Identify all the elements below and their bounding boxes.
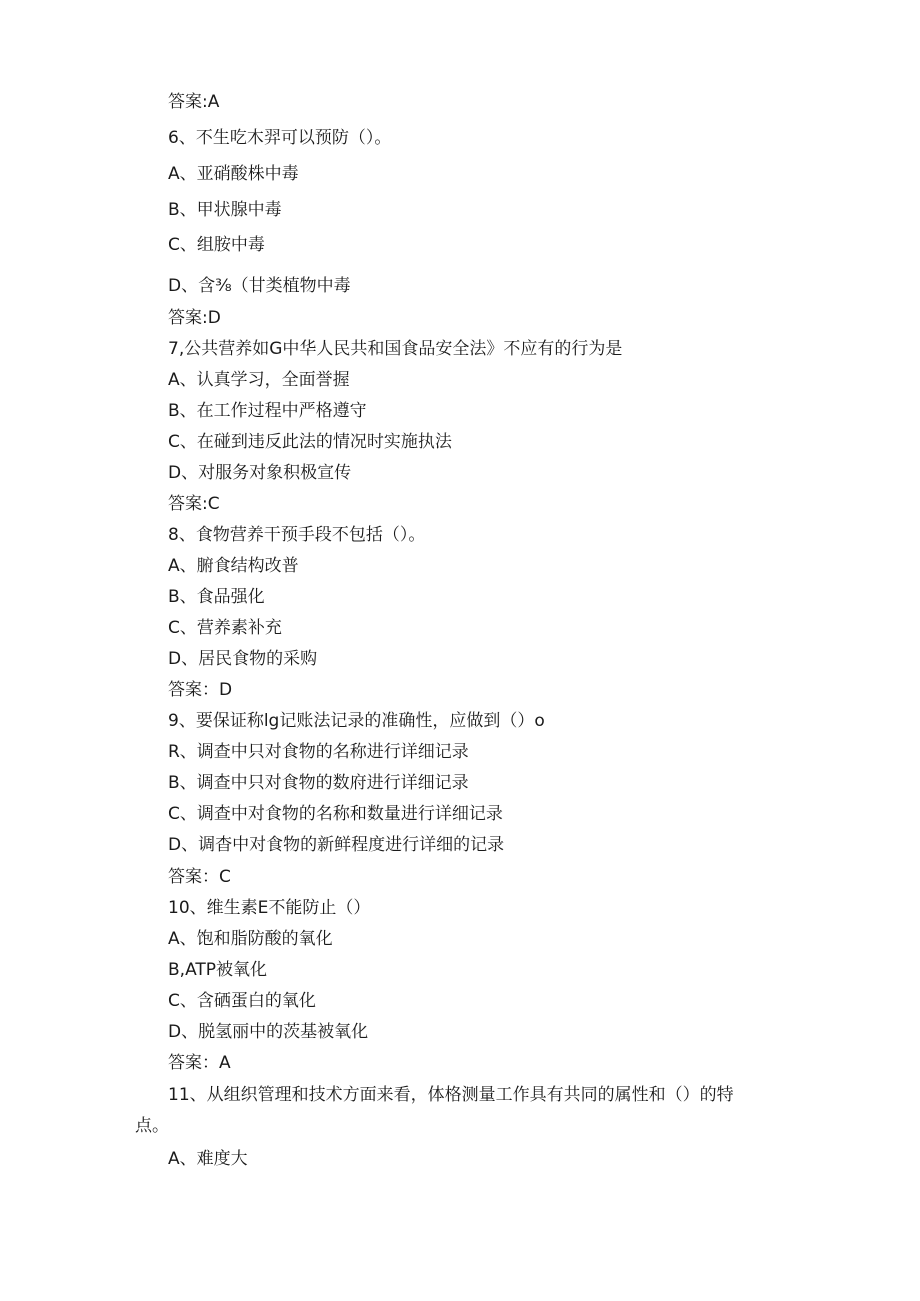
- option-b: B、甲状腺中毒: [168, 200, 282, 220]
- option-c: C、含硒蛋白的氧化: [168, 991, 316, 1011]
- option-a: A、饱和脂防酸的氧化: [168, 929, 333, 949]
- option-c: C、组胺中毒: [168, 235, 265, 255]
- question-8: 8、食物营养干预手段不包括（）。: [168, 525, 426, 545]
- option-b: B、在工作过程中严格遵守: [168, 401, 367, 421]
- answer-line: 答案：D: [168, 680, 233, 700]
- answer-line: 答案：C: [168, 867, 231, 887]
- question-6: 6、不生吃木羿可以预防（）。: [168, 128, 392, 148]
- question-10: 10、维生素E不能防止（）: [168, 898, 371, 918]
- option-a: A、认真学习，全面誉握: [168, 370, 350, 390]
- option-d: D、含⅜（甘类植物中毒: [168, 276, 351, 296]
- answer-line: 答案:A: [168, 92, 220, 112]
- option-b: B,ATP被氧化: [168, 960, 268, 980]
- option-b: B、调查中只对食物的数府进行详细记录: [168, 773, 469, 793]
- option-d: D、调杳中对食物的新鲜程度进行详细的记录: [168, 835, 505, 855]
- answer-line: 答案:D: [168, 308, 221, 328]
- option-c: C、调查中对食物的名称和数量进行详细记录: [168, 804, 503, 824]
- question-7: 7,公共营养如G中华人民共和国食品安全法》不应有的行为是: [168, 339, 623, 359]
- answer-line: 答案:C: [168, 494, 220, 514]
- option-a: A、亚硝酸株中毒: [168, 164, 299, 184]
- option-c: C、营养素补充: [168, 618, 282, 638]
- question-9: 9、要保证称lg记账法记录的准确性，应做到（）o: [168, 711, 545, 731]
- question-11: 11、从组织管理和技术方面来看，体格测量工作具有共同的属性和（）的特点。: [135, 1085, 734, 1136]
- option-d: D、对服务对象积极宣传: [168, 463, 352, 483]
- option-b: B、食品强化: [168, 587, 265, 607]
- option-d: D、居民食物的采购: [168, 649, 318, 669]
- option-d: D、脱氢丽中的茨基被氧化: [168, 1022, 369, 1042]
- option-a: A、难度大: [168, 1149, 248, 1169]
- option-a: A、腑食结构改普: [168, 556, 299, 576]
- option-c: C、在碰到违反此法的情况时实施执法: [168, 432, 452, 452]
- option-a: R、调查中只对食物的名称进行详细记录: [168, 742, 469, 762]
- answer-line: 答案：A: [168, 1053, 231, 1073]
